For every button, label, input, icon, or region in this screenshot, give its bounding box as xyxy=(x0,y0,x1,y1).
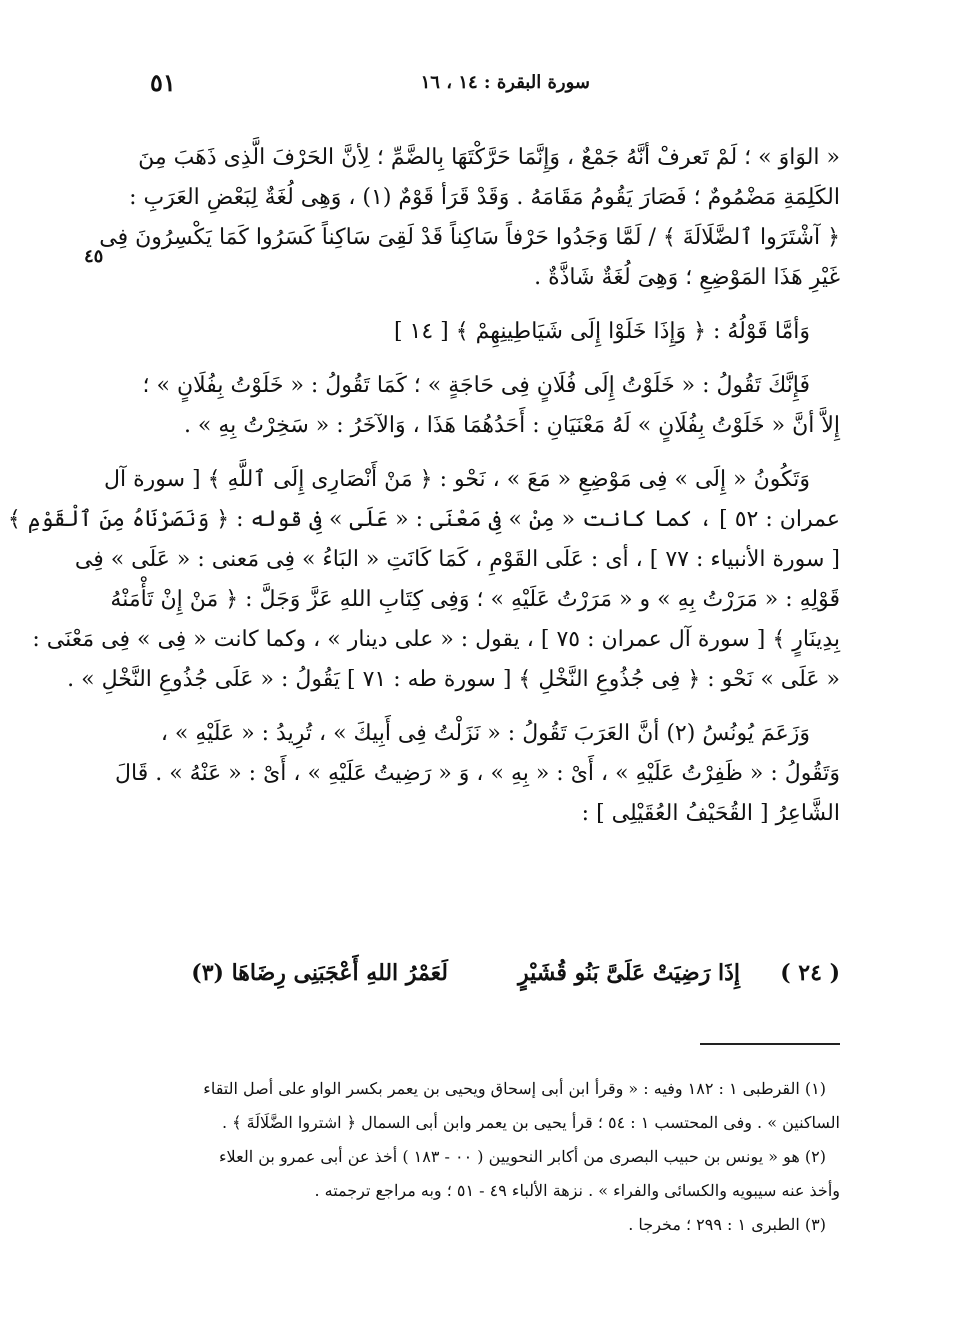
paragraph xyxy=(128,366,840,446)
running-header xyxy=(150,68,850,104)
margin-line-number: ٤٥ xyxy=(84,246,104,267)
paragraph xyxy=(115,714,840,834)
footnote-line: (١) القرطبى ١ : ١٨٢ وفيه : « وقرأ ابن أبى إسحاق ويحيى بن يعمر بكسر الواو على أصل التقاء xyxy=(203,1079,826,1098)
footnote-line: (٣) الطبرى ١ : ٢٩٩ ؛ مخرجا . xyxy=(628,1215,826,1234)
text-line: بِدِينَارٍ ﴾ [ سورة آل عمران : ٧٥ ] ، يقول : « على دينار » ، وكما كانت « فِى » فِى مَعْنَى : xyxy=(32,627,840,652)
header-title: سورة البقرة : ١٤ ، ١٦ xyxy=(420,72,590,93)
text-line: الشَّاعِرُ [ القُحَيْفُ العُقَيْلِى ] : xyxy=(581,801,840,826)
footnote-separator xyxy=(700,1043,840,1045)
text-line: « الوَاوَ » ؛ لَمْ تَعرفْ أنَّهُ جَمْعٌ ، وَإِنَّمَا حَرَّكْتَهَا بِالضَّمِّ ؛ لِأنَّ الحَرْفَ الَّذِى ذَهَبَ مِنَ xyxy=(138,145,840,170)
poetry-verse xyxy=(160,960,840,1000)
footnote-line: (٢) هو « يونس بن حبيب البصرى من أكابر النحويين ( ٠٠ - ١٨٣ ) أخذ عن أبى عمرو بن العلاء xyxy=(219,1147,826,1166)
paragraph xyxy=(128,312,840,352)
text-line: إِلاَّ أنَّ « خَلَوْتُ بِفُلَانٍ » لَهُ مَعْنَيَانِ : أَحَدُهُمَا هَذَا ، وَالآخَرُ : « سَخِرْتُ بِهِ » . xyxy=(183,413,840,438)
text-line: وَتَكُونُ « إِلَى » فِى مَوْضِعِ « مَعَ » ، نَحْو : ﴿ مَنْ أَنْصَارِى إِلَى ٱللَّهِ ﴾ [ سورة آل xyxy=(104,467,810,492)
text-line: غَيْرِ هَذَا المَوْضِعِ ؛ وَهِىَ لُغَةٌ شَاذَّةٌ . xyxy=(534,265,840,290)
footnote-line: الساكنين » . وفى المحتسب ١ : ٥٤ ؛ قرأ يحيى بن يعمر وابن أبى السمال ﴿ اشتروا الضَّلَالَةَ ﴾ . xyxy=(221,1113,840,1132)
paragraph xyxy=(99,138,840,298)
text-line: [ سورة الأنبياء : ٧٧ ] ، أى : عَلَى القَوْمِ ، كَمَا كَانَتِ « البَاءُ » فِى مَعنى : « عَلَى » فِى xyxy=(74,547,840,572)
text-line: « عَلَى » نَحْو : ﴿ فِى جُذُوعِ النَّخْلِ ﴾ [ سورة طه : ٧١ ] يَقُولُ : « عَلَى جُذُوعِ النَّخْلِ » . xyxy=(67,667,840,692)
text-line: وَأمَّا قَوْلُهُ : ﴿ وَإِذَا خَلَوْا إِلَى شَيَاطِينِهِمْ ﴾ [ ١٤ ] xyxy=(393,319,810,344)
text-line: قَوْلِهِ : « مَرَرْتُ بِهِ » و « مَرَرْتُ عَلَيْهِ » ؛ وَفِى كِتَابِ اللهِ عَزَّ وَجَلَّ : ﴿ مَنْ إِنْ تَأْمَنْهُ xyxy=(110,587,840,612)
footnotes xyxy=(140,1072,840,1242)
page-number: ٥١ xyxy=(150,68,176,97)
text-line: فَإِنَّكَ تَقُولُ : « خَلَوْتُ إِلَى فُلَانٍ فِى حَاجَةٍ » ؛ كَمَا تَقُولُ : « خَلَوْتُ بِفُلَانٍ » ؛ xyxy=(142,373,810,398)
verse-hemistich-first: إِذَا رَضِيَتْ عَلَىَّ بَنُو قُشَيْرٍ xyxy=(518,960,740,986)
text-line: وَزَعَمَ يُونُسُ (٢) أنَّ العَرَبَ تَقُولُ : « نَزَلْتُ فِى أَبِيكَ » ، تُرِيدُ : « عَلَيْهِ » ، xyxy=(160,721,810,746)
verse-hemistich-second: لَعَمْرُ اللهِ أَعْجَبَنِى رِضَاهَا (٣) xyxy=(191,960,448,986)
text-line: الكَلِمَةِ مَضْمُومٌ ؛ فَصَارَ يَقُومُ مَقَامَهُ . وَقَدْ قَرَأ قَوْمٌ (١) ، وَهِى لُغَةٌ لِبَعْضِ العَرَبِ : xyxy=(129,185,840,210)
footnote-line: وأخذ عنه سيبويه والكسائى والفراء » . نزهة الألباء ٤٩ - ٥١ ؛ وبه مراجع ترجمته . xyxy=(314,1181,840,1200)
paragraph xyxy=(7,460,840,700)
text-line: عمران : ٥٢ ] ، كما كانت « مِنْ » فِى مَعْنَى : « عَلَى » فِى قوله : ﴿ وَنَصَرْنَاهُ مِنَ ٱلْقَوْمِ ﴾ xyxy=(7,507,840,532)
text-line: وَتَقُولُ : « ظَفِرْتُ عَلَيْهِ » ، أَىْ : « بِهِ » ، وَ « رَضِيتُ عَلَيْهِ » ، أَىْ : « عَنْهُ » . قَالَ xyxy=(115,761,840,786)
verse-number: ( ٢٤ ) xyxy=(780,960,840,986)
text-line: ﴿ آشْتَرَوا ٱلضَّلَالَةَ ﴾ / لَمَّا وَجَدُوا حَرْفاً سَاكِناً قَدْ لَقِىَ سَاكِناً كَسَرُوا كَمَا يَكْسِرُونَ فِى xyxy=(99,225,840,250)
